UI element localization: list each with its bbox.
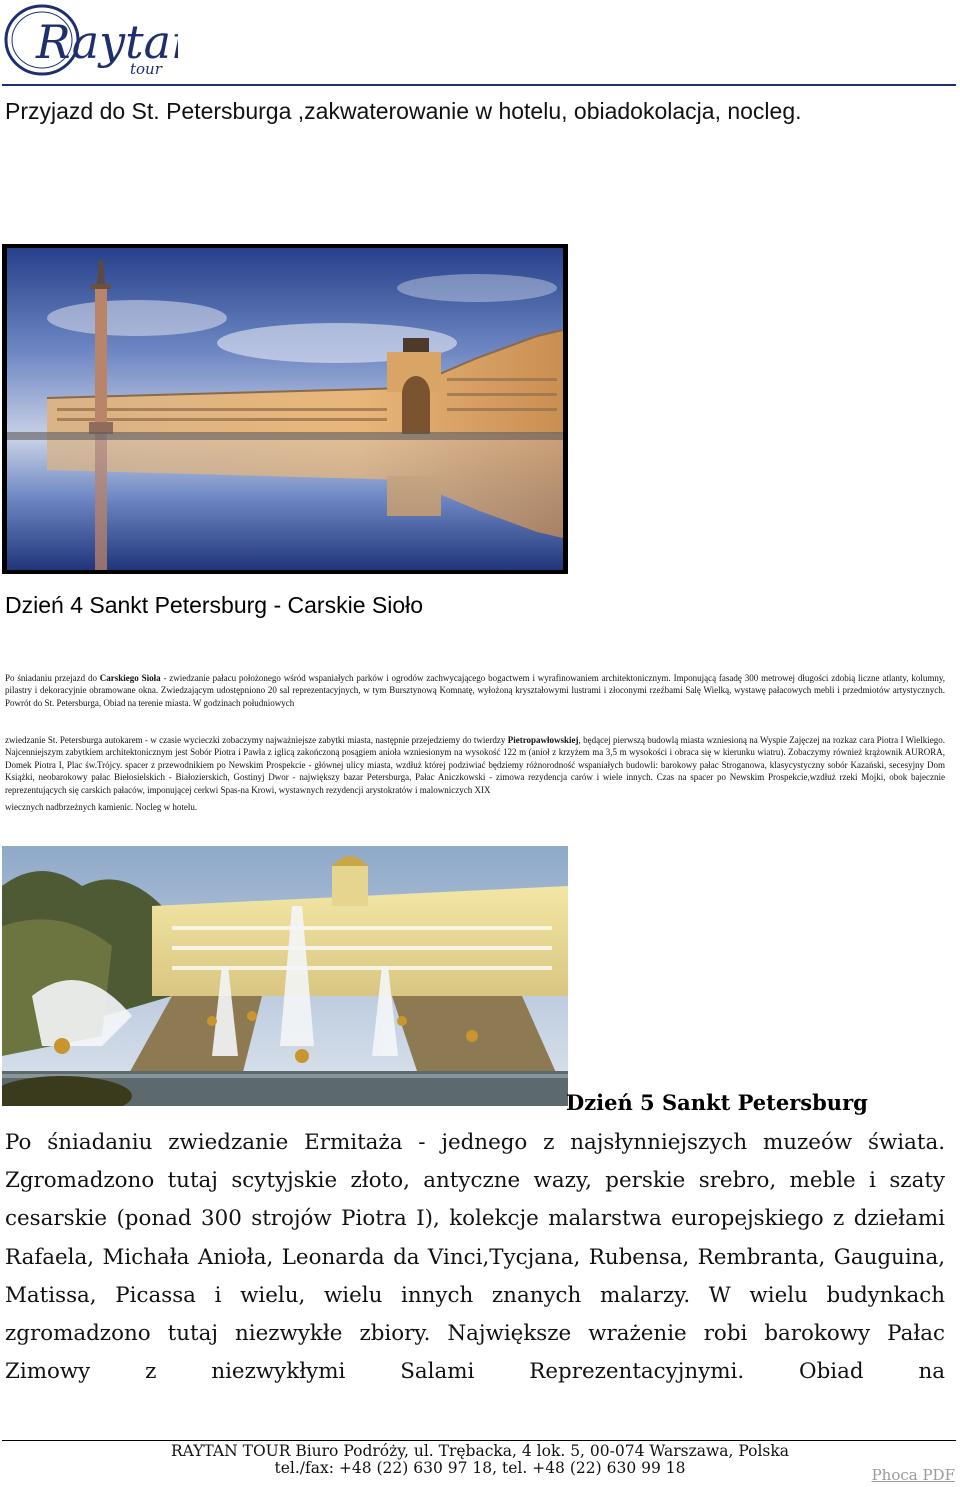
svg-text:tour: tour bbox=[130, 60, 162, 78]
day4-p2-pre: zwiedzanie St. Petersburga autokarem - w czasie wycieczki zobaczymy najważniejsze zabytki miasta, następnie przejedziemy do twierdzy bbox=[5, 735, 508, 745]
svg-text:Raytan: Rayta bbox=[36, 15, 172, 69]
raytan-tour-logo bbox=[2, 2, 178, 80]
day4-p1-pre: Po śniadaniu przejazd do bbox=[5, 673, 100, 683]
day5-title: Dzień 5 Sankt Petersburg bbox=[566, 1090, 868, 1115]
day4-paragraph-1 bbox=[5, 672, 945, 709]
day5-body: Po śniadaniu zwiedzanie Ermitaża - jednego z najsłynniejszych muzeów świata. Zgromadzono tutaj scytyjskie złoto, antyczne wazy, perskie srebro, meble i szaty cesarskie (ponad 300 strojów Piotra I), kolekcje malarstwa europejskiego z dziełami Rafaela, Michała Anioła, Leonarda da Vinci,Tycjana, Rubensa, Rembranta, Gauguina, Matissa, Picassa i wielu, wielu innych znanych malarzy. W wielu budynkach zgromadzono tutaj niezwykłe zbiory. Największe wrażenie robi barokowy Pałac Zimowy z niezwykłymi Salami Reprezentacyjnymi. Obiad na bbox=[5, 1130, 945, 1385]
day4-p1-post: - zwiedzanie pałacu położonego wśród wspaniałych parków i ogrodów zachwycającego bogactwem i wyrafinowaniem architektonicznym. Imponującą fasadę 300 metrowej długości zdobią liczne atlanty, kolumny, pilastry i dekoracyjnie obramowane okna. Zwiedzającym udostępniono 20 sal reprezentacyjnych, w tym Bursztynową Komnatę, wyłożoną kryształowymi lustrami i złoconymi rzeźbami Salę Wielką, wystawę pałacowych mebli i przedmiotów artystycznych. Powrót do St. Petersburga, Obiad na terenie miasta. W godzinach południowych bbox=[5, 673, 945, 708]
day4-paragraph-2 bbox=[5, 734, 945, 796]
palace-square-photo bbox=[2, 244, 568, 574]
footer-rule bbox=[2, 1440, 956, 1441]
footer-address: RAYTAN TOUR Biuro Podróży, ul. Trębacka, 4 lok. 5, 00-074 Warszawa, Polska bbox=[170, 1442, 790, 1460]
day4-title: Dzień 4 Sankt Petersburg - Carskie Sioło bbox=[5, 592, 424, 618]
day4-p2-post: , będącej pierwszą budowlą miasta wzniesioną na Wyspie Zajęczej na rozkaz cara Piotra I Wielkiego. Najcenniejszym zabytkiem architektonicznym jest Sobór Piotra i Pawła z iglicą zakończoną posągiem anioła wzniesionym na wysokość 122 m (anioł z krzyżem ma 3,5 m wysokości i obraca się w kierunku wiatru). Zobaczymy również krążownik AURORA, Domek Piotra I, Plac św.Trójcy. spacer z przewodnikiem po Newskim Prospekcie - głównej ulicy miasta, wzdłuż której podziwiać będziemy różnorodność wspaniałych budowli: barokowy pałac Stroganowa, klasycystyczny sobór Kazański, secesyjny Dom Książki, neobarokowy pałac Biełosielskich - Białozierskich, Gostinyj Dwor - największy bazar Petersburga, Pałac Aniczkowski - zimowa rezydencja carów i wiele innych. Czas na spacer po Newskim Prospekcie,wzdłuż rzeki Mojki, obok bajecznie reprezentujących się carskich pałaców, imponującej cerkwi Spas-na Krowi, wystawnych rezydencji arystokratów i malowniczych XIX bbox=[5, 735, 946, 795]
footer bbox=[0, 1443, 960, 1477]
peterhof-fountains-photo bbox=[2, 846, 568, 1106]
footer-phone: tel./fax: +48 (22) 630 97 18, tel. +48 (22) 630 99 18 bbox=[274, 1459, 686, 1477]
arrival-text: Przyjazd do St. Petersburga ,zakwaterowanie w hotelu, obiadokolacja, nocleg. bbox=[5, 98, 802, 124]
day4-paragraph-3: wiecznych nadbrzeżnych kamienic. Nocleg w hotelu. bbox=[5, 802, 198, 812]
day4-p2-bold: Pietropawłowskiej bbox=[507, 735, 579, 745]
day4-p1-bold: Carskiego Sioła bbox=[99, 673, 161, 683]
header-rule bbox=[2, 84, 956, 86]
phoca-pdf-link[interactable]: Phoca PDF bbox=[871, 1466, 955, 1484]
